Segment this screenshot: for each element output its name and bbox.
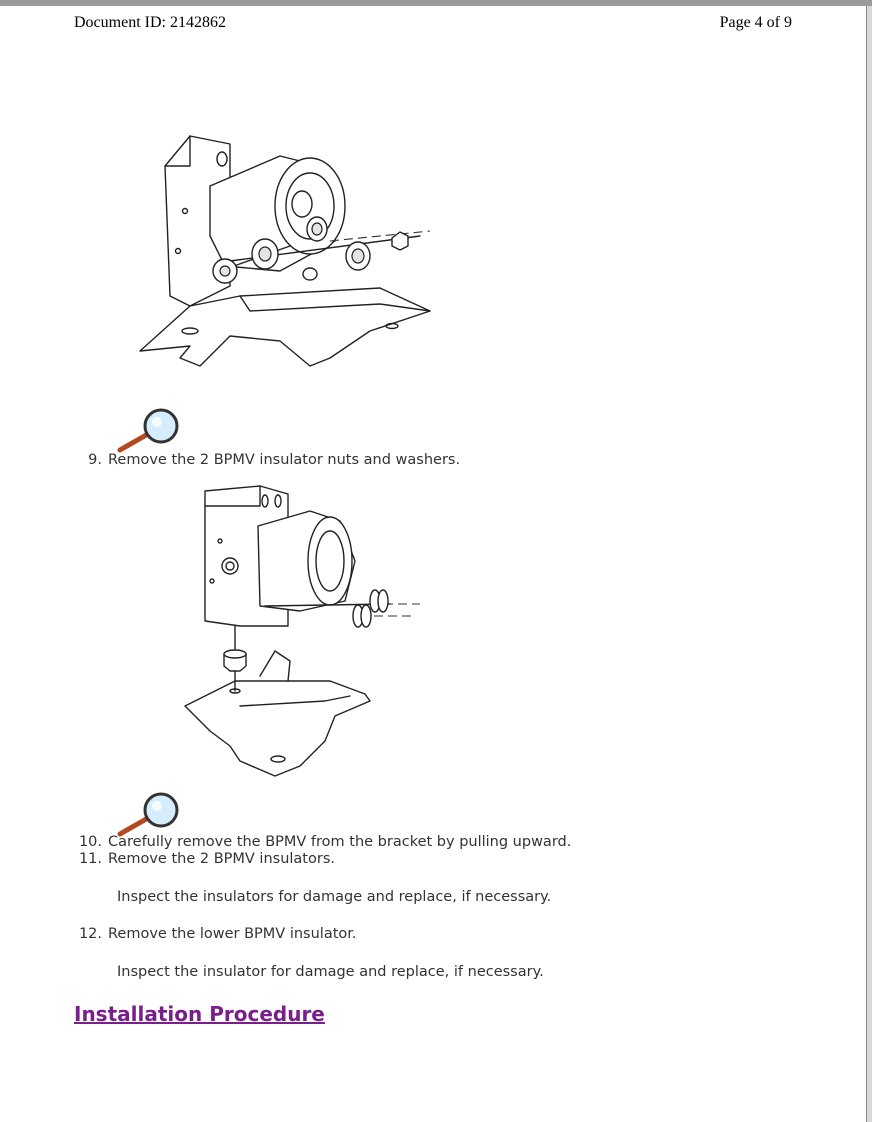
step-number: 12. <box>78 926 102 942</box>
step-number: 11. <box>78 851 102 867</box>
magnifier-icon[interactable] <box>114 790 186 840</box>
figure-bpmv-insulators <box>180 476 430 781</box>
figure-bpmv-nuts-washers <box>130 126 450 376</box>
magnifier-icon[interactable] <box>114 406 186 456</box>
step-text: Remove the 2 BPMV insulators. <box>108 851 335 867</box>
step-11-note: Inspect the insulators for damage and replace, if necessary. <box>117 889 552 905</box>
step-text: Carefully remove the BPMV from the bracket by pulling upward. <box>108 834 572 850</box>
step-12 <box>72 926 632 946</box>
step-9 <box>72 452 572 472</box>
step-12-note: Inspect the insulator for damage and replace, if necessary. <box>117 964 544 980</box>
step-number: 9. <box>88 452 102 468</box>
step-number: 10. <box>78 834 102 850</box>
step-11 <box>72 851 632 871</box>
document-id: Document ID: 2142862 <box>74 14 226 31</box>
document-page <box>0 6 867 1122</box>
step-text: Remove the lower BPMV insulator. <box>108 926 357 942</box>
step-text: Remove the 2 BPMV insulator nuts and washers. <box>108 452 461 468</box>
installation-procedure-link[interactable]: Installation Procedure <box>74 1002 325 1026</box>
page-number: Page 4 of 9 <box>719 14 792 31</box>
